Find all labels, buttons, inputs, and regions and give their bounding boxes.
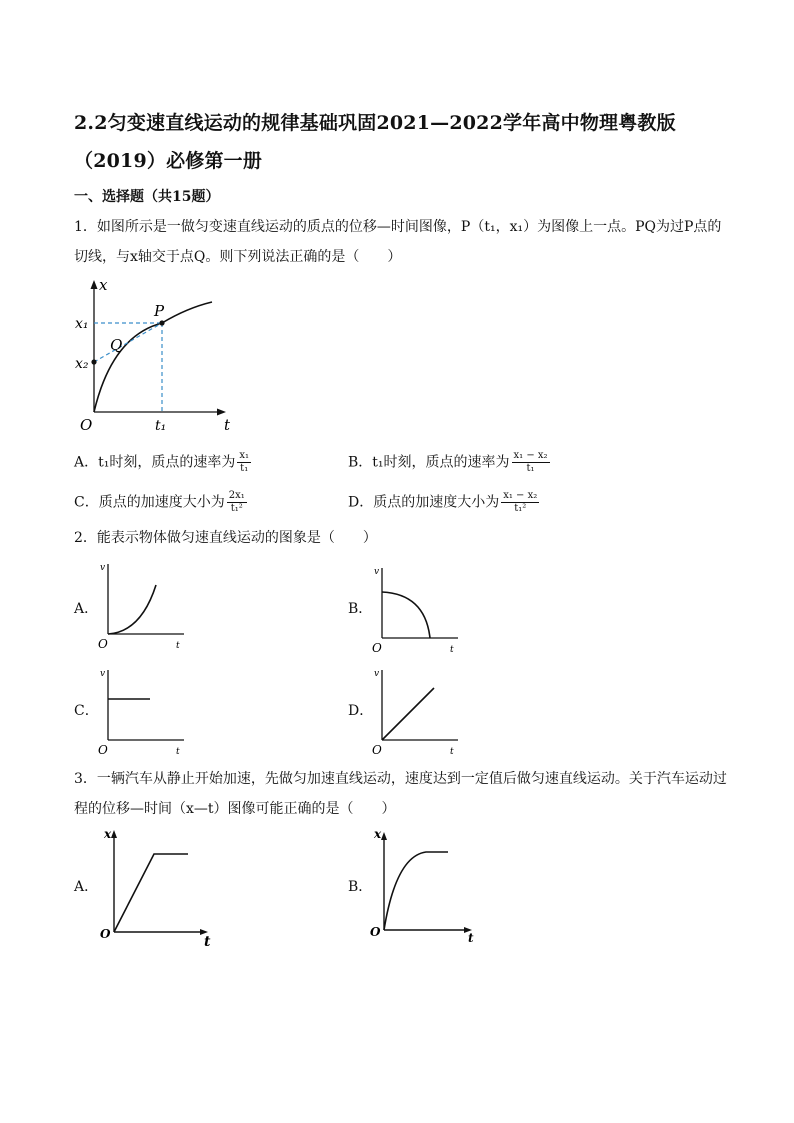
q1-option-d-denominator: t₁² (514, 503, 527, 514)
q2b-v-label: v (374, 567, 380, 577)
q1-option-c-denominator: t₁² (230, 503, 243, 514)
q1-t-axis-label: t (224, 416, 231, 434)
q3b-x-arrow-icon (381, 832, 387, 840)
q1-t1-label: t₁ (155, 418, 167, 434)
q2-graph-b (370, 564, 470, 660)
section-heading: 一、选择题（共15题） (74, 189, 220, 205)
q2d-line (382, 688, 434, 740)
q2c-t-label: t (176, 747, 180, 757)
q3a-x-arrow-icon (111, 830, 117, 838)
q1-option-a-numerator: x₁ (239, 450, 250, 461)
q2-option-d-label[interactable]: D． (348, 703, 374, 719)
q3b-x-label: x (374, 827, 382, 841)
q1-option-a-text: A．t₁时刻，质点的速率为 (74, 454, 236, 471)
q2a-v-label: v (100, 563, 106, 573)
q1-option-a[interactable] (74, 450, 251, 475)
q1-point-p (159, 320, 164, 325)
q1-option-c-fraction (227, 490, 247, 515)
q3b-origin-label: O (370, 925, 381, 939)
question-1-stem: 1．如图所示是一做匀变速直线运动的质点的位移—时间图像，P（t₁，x₁）为图像上一点。PQ为过P点的切线，与x轴交于点Q。则下列说法正确的是（ ） (74, 219, 722, 265)
q2d-v-label: v (374, 669, 380, 679)
q1-option-b-text: B．t₁时刻，质点的速率为 (348, 454, 510, 471)
q2-option-b-label[interactable]: B． (348, 601, 373, 617)
q3a-origin-label: O (100, 927, 111, 941)
q1-q-label: Q (110, 336, 123, 354)
q2a-origin-label: O (98, 637, 108, 651)
q1-option-d-fraction (501, 490, 539, 515)
q1-option-b-numerator: x₁ − x₂ (513, 450, 548, 461)
q3-graph-a (98, 826, 228, 950)
q1-option-a-fraction (237, 450, 251, 475)
q2-option-c-label[interactable]: C． (74, 703, 99, 719)
q3b-t-label: t (468, 931, 474, 945)
q2-option-a-label[interactable]: A． (74, 601, 99, 617)
q1-option-d-numerator: x₁ − x₂ (503, 490, 538, 501)
q2b-origin-label: O (372, 641, 382, 655)
q1-option-c-numerator: 2x₁ (228, 490, 245, 501)
q1-p-label: P (154, 302, 165, 320)
q2d-t-label: t (450, 747, 454, 757)
q3a-t-label: t (204, 934, 211, 950)
q2c-origin-label: O (98, 743, 108, 757)
q2a-t-label: t (176, 641, 180, 651)
q1-option-d-text: D．质点的加速度大小为 (348, 494, 500, 511)
q1-option-c[interactable] (74, 490, 247, 515)
q3a-x-label: x (104, 827, 112, 841)
q2c-v-label: v (100, 669, 106, 679)
q1-x1-label: x₁ (75, 316, 89, 332)
question-2-stem: 2．能表示物体做匀速直线运动的图象是（ ） (74, 530, 377, 546)
q3b-curve (384, 852, 448, 930)
q1-curve (94, 302, 212, 412)
q2-graph-a (96, 560, 196, 656)
q1-x-axis-label: x (99, 276, 108, 294)
q1-option-b-denominator: t₁ (526, 463, 535, 474)
q1-figure (72, 278, 262, 438)
q1-option-b-fraction (512, 450, 550, 475)
page-title: 2.2匀变速直线运动的规律基础巩固2021—2022学年高中物理粤教版（2019）必修第一册 (74, 112, 676, 172)
q1-point-q (91, 359, 96, 364)
q2-graph-d (370, 666, 470, 762)
q1-origin-label: O (80, 416, 93, 434)
q1-x2-label: x₂ (75, 356, 89, 372)
q3-option-a-label[interactable]: A． (74, 879, 99, 895)
q3a-line (114, 854, 188, 932)
q3-option-b-label[interactable]: B． (348, 879, 373, 895)
q1-option-d[interactable] (348, 490, 539, 515)
q1-option-b[interactable] (348, 450, 550, 475)
q2b-t-label: t (450, 645, 454, 655)
q1-option-a-denominator: t₁ (240, 463, 249, 474)
q1-x-axis-arrow-icon (91, 280, 98, 289)
q2b-curve (382, 592, 430, 638)
q2a-curve (108, 585, 156, 634)
q1-option-c-text: C．质点的加速度大小为 (74, 494, 225, 511)
q2d-origin-label: O (372, 743, 382, 757)
q3-graph-b (368, 826, 498, 950)
question-3-stem: 3．一辆汽车从静止开始加速，先做匀加速直线运动，速度达到一定值后做匀速直线运动。关于汽车运动过程的位移—时间（x—t）图像可能正确的是（ ） (74, 771, 727, 817)
q1-t-axis-arrow-icon (217, 409, 226, 416)
q2-graph-c (96, 666, 196, 762)
